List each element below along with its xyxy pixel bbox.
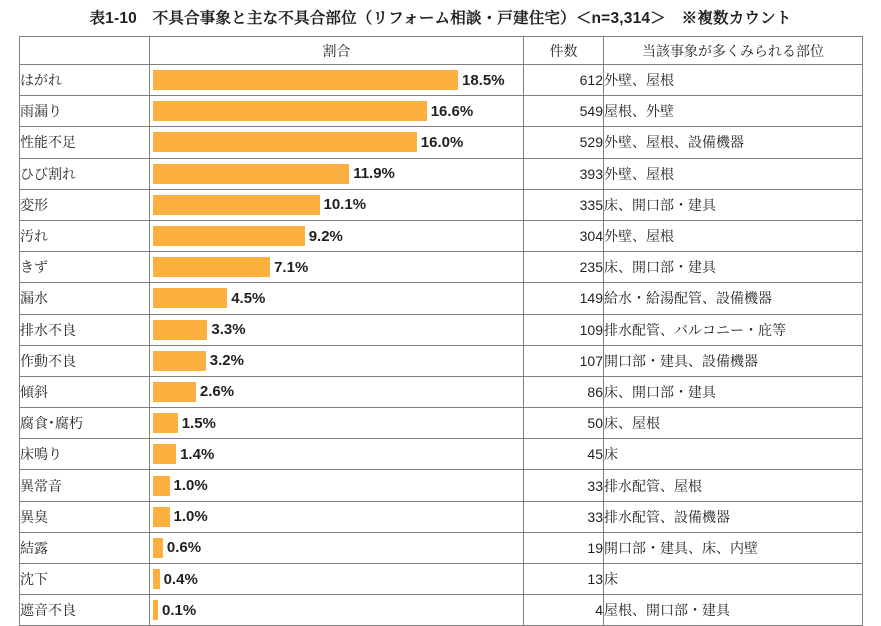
row-count: 612 — [524, 65, 604, 96]
row-label: 変形 — [20, 189, 150, 220]
table-row — [20, 532, 863, 563]
bar-segment — [153, 257, 270, 277]
row-label: 排水不良 — [20, 314, 150, 345]
bar-value-label: 7.1% — [274, 258, 309, 276]
table-row — [20, 220, 863, 251]
row-label: 遮音不良 — [20, 595, 150, 626]
row-parts: 外壁、屋根、設備機器 — [604, 127, 863, 158]
row-count: 149 — [524, 283, 604, 314]
row-count: 19 — [524, 532, 604, 563]
bar-segment — [153, 195, 320, 215]
bar-value-label: 10.1% — [323, 196, 367, 214]
row-count: 549 — [524, 96, 604, 127]
header-count: 件数 — [524, 37, 604, 65]
row-label: 性能不足 — [20, 127, 150, 158]
row-count: 304 — [524, 220, 604, 251]
header-row — [20, 37, 863, 65]
bar-segment — [153, 507, 170, 527]
bar-value-label: 3.3% — [211, 321, 246, 339]
row-bar-cell — [150, 252, 524, 283]
row-bar-cell — [150, 158, 524, 189]
bar-segment — [153, 538, 163, 558]
bar-value-label: 3.2% — [209, 352, 244, 370]
bar-value-label: 2.6% — [199, 383, 235, 401]
bar-container — [150, 507, 523, 527]
row-label: 作動不良 — [20, 345, 150, 376]
header-parts: 当該事象が多くみられる部位 — [604, 37, 863, 65]
row-count: 86 — [524, 376, 604, 407]
header-label — [20, 37, 150, 65]
table-row — [20, 252, 863, 283]
table-row — [20, 283, 863, 314]
bar-segment — [153, 164, 349, 184]
bar-container — [150, 569, 523, 589]
row-parts: 開口部・建具、設備機器 — [604, 345, 863, 376]
row-parts: 排水配管、設備機器 — [604, 501, 863, 532]
bar-segment — [153, 444, 176, 464]
bar-value-label: 1.0% — [173, 508, 208, 526]
bar-container — [150, 288, 523, 308]
bar-value-label: 16.6% — [430, 102, 474, 120]
bar-value-label: 11.9% — [353, 165, 395, 183]
bar-container — [150, 413, 523, 433]
row-parts: 外壁、屋根 — [604, 158, 863, 189]
page-title: 表1-10 不具合事象と主な不具合部位（リフォーム相談・戸建住宅）＜n=3,314＞ ※複数カウント — [89, 10, 792, 27]
bar-segment — [153, 413, 178, 433]
row-count: 393 — [524, 158, 604, 189]
bar-container — [150, 351, 523, 371]
bar-value-label: 18.5% — [462, 71, 505, 89]
row-parts: 床、開口部・建具 — [604, 189, 863, 220]
bar-container — [150, 476, 523, 496]
row-count: 13 — [524, 564, 604, 595]
row-count: 529 — [524, 127, 604, 158]
table-row — [20, 189, 863, 220]
bar-segment — [153, 226, 305, 246]
table-row — [20, 127, 863, 158]
table-row — [20, 345, 863, 376]
row-bar-cell — [150, 65, 524, 96]
row-parts: 床、開口部・建具 — [604, 376, 863, 407]
bar-value-label: 0.1% — [162, 601, 197, 619]
row-count: 45 — [524, 439, 604, 470]
table-head — [20, 37, 863, 65]
bar-segment — [153, 569, 160, 589]
header-ratio: 割合 — [150, 37, 524, 65]
row-label: 異常音 — [20, 470, 150, 501]
bar-segment — [153, 101, 427, 121]
row-parts: 外壁、屋根 — [604, 220, 863, 251]
row-label: ひび割れ — [20, 158, 150, 189]
row-parts: 排水配管、バルコニー・庇等 — [604, 314, 863, 345]
bar-container — [150, 320, 523, 340]
table-body — [20, 65, 863, 626]
table-row — [20, 564, 863, 595]
row-parts: 床 — [604, 564, 863, 595]
row-bar-cell — [150, 564, 524, 595]
row-parts: 床、屋根 — [604, 408, 863, 439]
bar-segment — [153, 70, 458, 90]
row-count: 50 — [524, 408, 604, 439]
table-row — [20, 501, 863, 532]
row-label: 腐食･腐朽 — [20, 408, 150, 439]
bar-value-label: 4.5% — [231, 289, 266, 307]
row-label: はがれ — [20, 65, 150, 96]
row-label: 雨漏り — [20, 96, 150, 127]
bar-value-label: 16.0% — [420, 133, 464, 151]
row-label: 漏水 — [20, 283, 150, 314]
row-bar-cell — [150, 189, 524, 220]
bar-value-label: 9.2% — [308, 227, 343, 245]
row-bar-cell — [150, 314, 524, 345]
row-count: 4 — [524, 595, 604, 626]
row-parts: 排水配管、屋根 — [604, 470, 863, 501]
chart-table-wrapper — [19, 36, 862, 626]
row-count: 107 — [524, 345, 604, 376]
row-bar-cell — [150, 345, 524, 376]
row-label: 床鳴り — [20, 439, 150, 470]
table-row — [20, 376, 863, 407]
bar-value-label: 1.5% — [181, 414, 216, 432]
table-row — [20, 439, 863, 470]
bar-container — [150, 257, 523, 277]
row-label: 沈下 — [20, 564, 150, 595]
row-bar-cell — [150, 501, 524, 532]
row-bar-cell — [150, 220, 524, 251]
bar-value-label: 1.4% — [180, 445, 215, 463]
bar-segment — [153, 476, 170, 496]
bar-container — [150, 538, 523, 558]
row-bar-cell — [150, 376, 524, 407]
row-label: 傾斜 — [20, 376, 150, 407]
row-label: 結露 — [20, 532, 150, 563]
row-bar-cell — [150, 595, 524, 626]
table-row — [20, 470, 863, 501]
row-count: 335 — [524, 189, 604, 220]
row-bar-cell — [150, 127, 524, 158]
table-row — [20, 314, 863, 345]
row-label: 汚れ — [20, 220, 150, 251]
row-label: 異臭 — [20, 501, 150, 532]
row-bar-cell — [150, 96, 524, 127]
row-bar-cell — [150, 439, 524, 470]
row-bar-cell — [150, 283, 524, 314]
bar-container — [150, 444, 523, 464]
row-count: 235 — [524, 252, 604, 283]
bar-segment — [153, 600, 158, 620]
row-label: きず — [20, 252, 150, 283]
row-count: 109 — [524, 314, 604, 345]
bar-segment — [153, 382, 196, 402]
row-parts: 床、開口部・建具 — [604, 252, 863, 283]
table-row — [20, 65, 863, 96]
bar-segment — [153, 288, 227, 308]
bar-container — [150, 195, 523, 215]
row-parts: 床 — [604, 439, 863, 470]
bar-container — [150, 164, 523, 184]
row-bar-cell — [150, 408, 524, 439]
bar-container — [150, 70, 523, 90]
bar-container — [150, 132, 523, 152]
row-parts: 屋根、開口部・建具 — [604, 595, 863, 626]
row-parts: 給水・給湯配管、設備機器 — [604, 283, 863, 314]
bar-container — [150, 101, 523, 121]
bar-value-label: 0.4% — [163, 570, 198, 588]
table-row — [20, 595, 863, 626]
row-parts: 屋根、外壁 — [604, 96, 863, 127]
bar-segment — [153, 132, 417, 152]
table-row — [20, 96, 863, 127]
bar-container — [150, 226, 523, 246]
row-parts: 開口部・建具、床、内壁 — [604, 532, 863, 563]
bar-segment — [153, 320, 207, 340]
row-bar-cell — [150, 470, 524, 501]
bar-container — [150, 382, 523, 402]
defect-table — [19, 36, 863, 626]
table-row — [20, 408, 863, 439]
bar-segment — [153, 351, 206, 371]
bar-value-label: 1.0% — [173, 477, 208, 495]
row-count: 33 — [524, 501, 604, 532]
bar-value-label: 0.6% — [166, 539, 202, 557]
row-parts: 外壁、屋根 — [604, 65, 863, 96]
row-bar-cell — [150, 532, 524, 563]
bar-container — [150, 600, 523, 620]
table-row — [20, 158, 863, 189]
row-count: 33 — [524, 470, 604, 501]
